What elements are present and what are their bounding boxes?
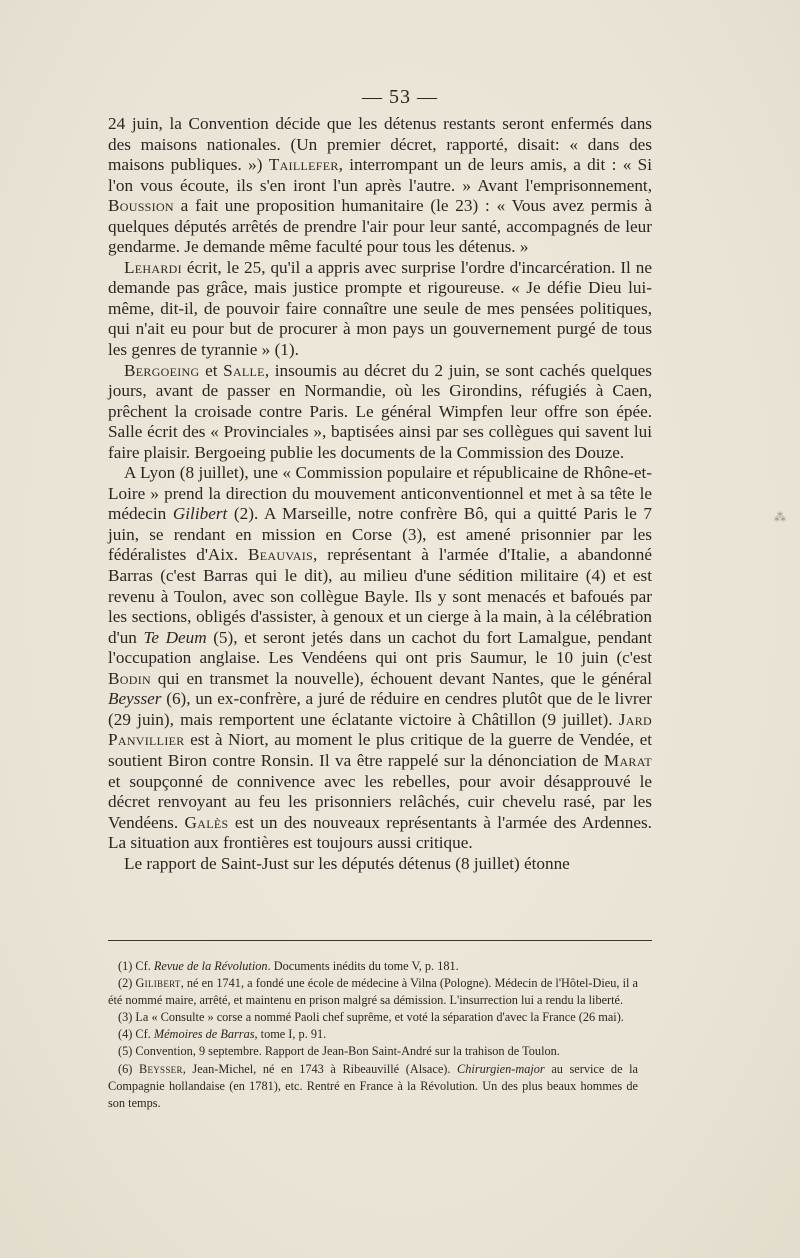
proper-name: Bodin xyxy=(108,668,151,688)
text-run: . Documents inédits du tome V, p. 181. xyxy=(267,959,459,973)
italic-text: Mémoires de Barras xyxy=(153,1027,255,1042)
text-run: (3) La « Consulte » corse a nommé Paoli chef suprême, et voté la séparation d'avec la France (26 mai). xyxy=(118,1010,624,1025)
italic-text: Beysser xyxy=(108,689,162,709)
page-number: — 53 — xyxy=(362,86,438,108)
text-run: (5), et seront jetés dans un cachot du fort Lamalgue, pendant l'occupation anglaise. Les Vendéens qui ont pris Saumur, le 10 juin (c'est xyxy=(108,627,652,668)
text-run: , né en 1741, a fondé une école de médecine à Vilna (Pologne). Médecin de l'Hôtel-Dieu, il a été nommé maire, arrêté, et maintenu en prison malgré sa démission. L'insurrection lui a rendu la liberté. xyxy=(108,976,638,1008)
text-run: écrit, le 25, qu'il a appris avec surprise l'ordre d'incarcération. Il ne demande pas grâce, mais justice prompte et rigoureuse. « Je défie Dieu lui-même, dit-il, de pouvoir faire connaître une seule de mes pensées politiques, qui n'ait eu pour but de procurer à mon pays un gouvernement purgé de tous les genres de tyrannie » (1). xyxy=(108,257,652,360)
proper-name: Boussion xyxy=(108,196,174,216)
text-run: a fait une proposition humanitaire (le 23) : « Vous avez permis à quelques députés arrêtés de prendre l'air pour leur santé, accompagnés de leur gendarme. Je demande même faculté pour tous les détenus. » xyxy=(108,196,652,257)
footnote-6 xyxy=(108,1061,638,1112)
paragraph-1 xyxy=(108,114,652,258)
text-run: 24 juin, la Convention décide que les détenus restants seront enfermés dans des maisons nationales. (Un premier décret, rapporté, disait: « dans des maisons publiques. ») xyxy=(108,114,652,175)
proper-name: Beauvais xyxy=(248,545,313,565)
paragraph-4 xyxy=(108,463,652,853)
footnote-1 xyxy=(108,958,638,975)
text-run: , Jean-Michel, né en 1743 à Ribeauvillé (Alsace). xyxy=(182,1061,458,1076)
proper-name: Beysser xyxy=(138,1061,183,1076)
italic-text: Gilibert xyxy=(172,504,228,524)
footnotes xyxy=(108,958,638,1112)
text-run: Le rapport de Saint-Just sur les députés détenus (8 juillet) étonne xyxy=(124,853,570,873)
text-run: , représentant à l'armée d'Italie, a abandonné Barras (c'est Barras qui le dit), au milieu d'une sédition militaire (4) et est revenu à Toulon, avec son collègue Bayle. Ils y sont menacés et bafoués par les sections, obligés d'assister, à genoux et un cierge à la main, à la célébration d'un xyxy=(108,545,652,647)
text-run: (6), un ex-confrère, a juré de réduire en cendres plutôt que de le livrer (29 juin), mais remportent une éclatante victoire à Châtillon (9 juillet). xyxy=(108,689,652,729)
text-run: qui en transmet la nouvelle), échouent devant Nantes, que le général xyxy=(150,668,652,688)
text-run: et soupçonné de connivence avec les rebelles, pour avoir désapprouvé le décret renvoyant au feu les prisonniers relâchés, cuir chevelu rasé, par les Vendéens. xyxy=(108,771,652,832)
footnote-rule xyxy=(108,940,652,941)
italic-text: Te Deum xyxy=(143,627,207,647)
text-run: , tome I, p. 91. xyxy=(254,1027,327,1042)
proper-name: Jard Panvillier xyxy=(108,709,652,750)
proper-name: Salle xyxy=(223,360,265,380)
text-run: (2) xyxy=(118,976,136,991)
text-run: A Lyon (8 juillet), une « Commission populaire et républicaine de Rhône-et-Loire » prend la direction du mouvement anticonventionnel et met à sa tête le médecin xyxy=(108,463,652,524)
text-run: , insoumis au décret du 2 juin, se sont cachés quelques jours, avant de passer en Normandie, où les Girondins, réfugiés à Caen, prêchent la croisade contre Paris. Le général Wimpfen leur offre son épée. Salle écrit des « Provinciales », baptisées ainsi par ses collègues qui savent lui faire plaisir. Bergoeing publie les documents de la Commission des Douze. xyxy=(108,360,652,462)
footnote-4 xyxy=(108,1026,638,1043)
proper-name: Gilibert xyxy=(135,976,181,991)
proper-name: Taillefer xyxy=(268,155,339,175)
main-text xyxy=(108,114,652,874)
paragraph-2 xyxy=(108,258,652,361)
italic-text: Revue de la Révolution xyxy=(153,959,268,973)
text-run: au service de la Compagnie hollandaise (en 1781), etc. Rentré en France à la Révolution. Un des plus beaux hommes de son temps. xyxy=(108,1061,638,1110)
footnote-2 xyxy=(108,975,638,1009)
footnote-3 xyxy=(108,1009,638,1026)
proper-name: Bergoeing xyxy=(124,360,200,380)
text-run: (5) Convention, 9 septembre. Rapport de Jean-Bon Saint-André sur la trahison de Toulon. xyxy=(118,1044,560,1059)
proper-name: Lehardi xyxy=(124,257,182,277)
paragraph-5 xyxy=(108,854,652,875)
footnote-5 xyxy=(108,1043,638,1060)
text-run: (6) xyxy=(118,1061,139,1076)
text-run: (4) Cf. xyxy=(118,1027,154,1042)
text-run: est à Niort, au moment le plus critique de la guerre de Vendée, et soutient Biron contre Ronsin. Il va être rappelé sur la dénonciation de xyxy=(108,730,652,770)
proper-name: Marat xyxy=(603,750,652,770)
proper-name: Galès xyxy=(184,812,229,832)
margin-mark: ⁂ xyxy=(774,510,786,524)
paragraph-3 xyxy=(108,361,652,464)
text-run: (1) Cf. xyxy=(118,959,154,973)
italic-text: Chirurgien-major xyxy=(457,1061,545,1076)
text-run: , interrompant un de leurs amis, a dit : « Si l'on vous écoute, ils s'en iront l'un après l'autre. » Avant l'emprisonnement, xyxy=(108,155,652,195)
text-run: (2). A Marseille, notre confrère Bô, qui a quitté Paris le 7 juin, se rendant en mission en Corse (3), est amené prisonnier par les fédéralistes d'Aix. xyxy=(108,504,653,565)
text-run: est un des nouveaux représentants à l'armée des Ardennes. La situation aux frontières est toujours aussi critique. xyxy=(108,812,652,853)
text-run: et xyxy=(199,360,224,380)
